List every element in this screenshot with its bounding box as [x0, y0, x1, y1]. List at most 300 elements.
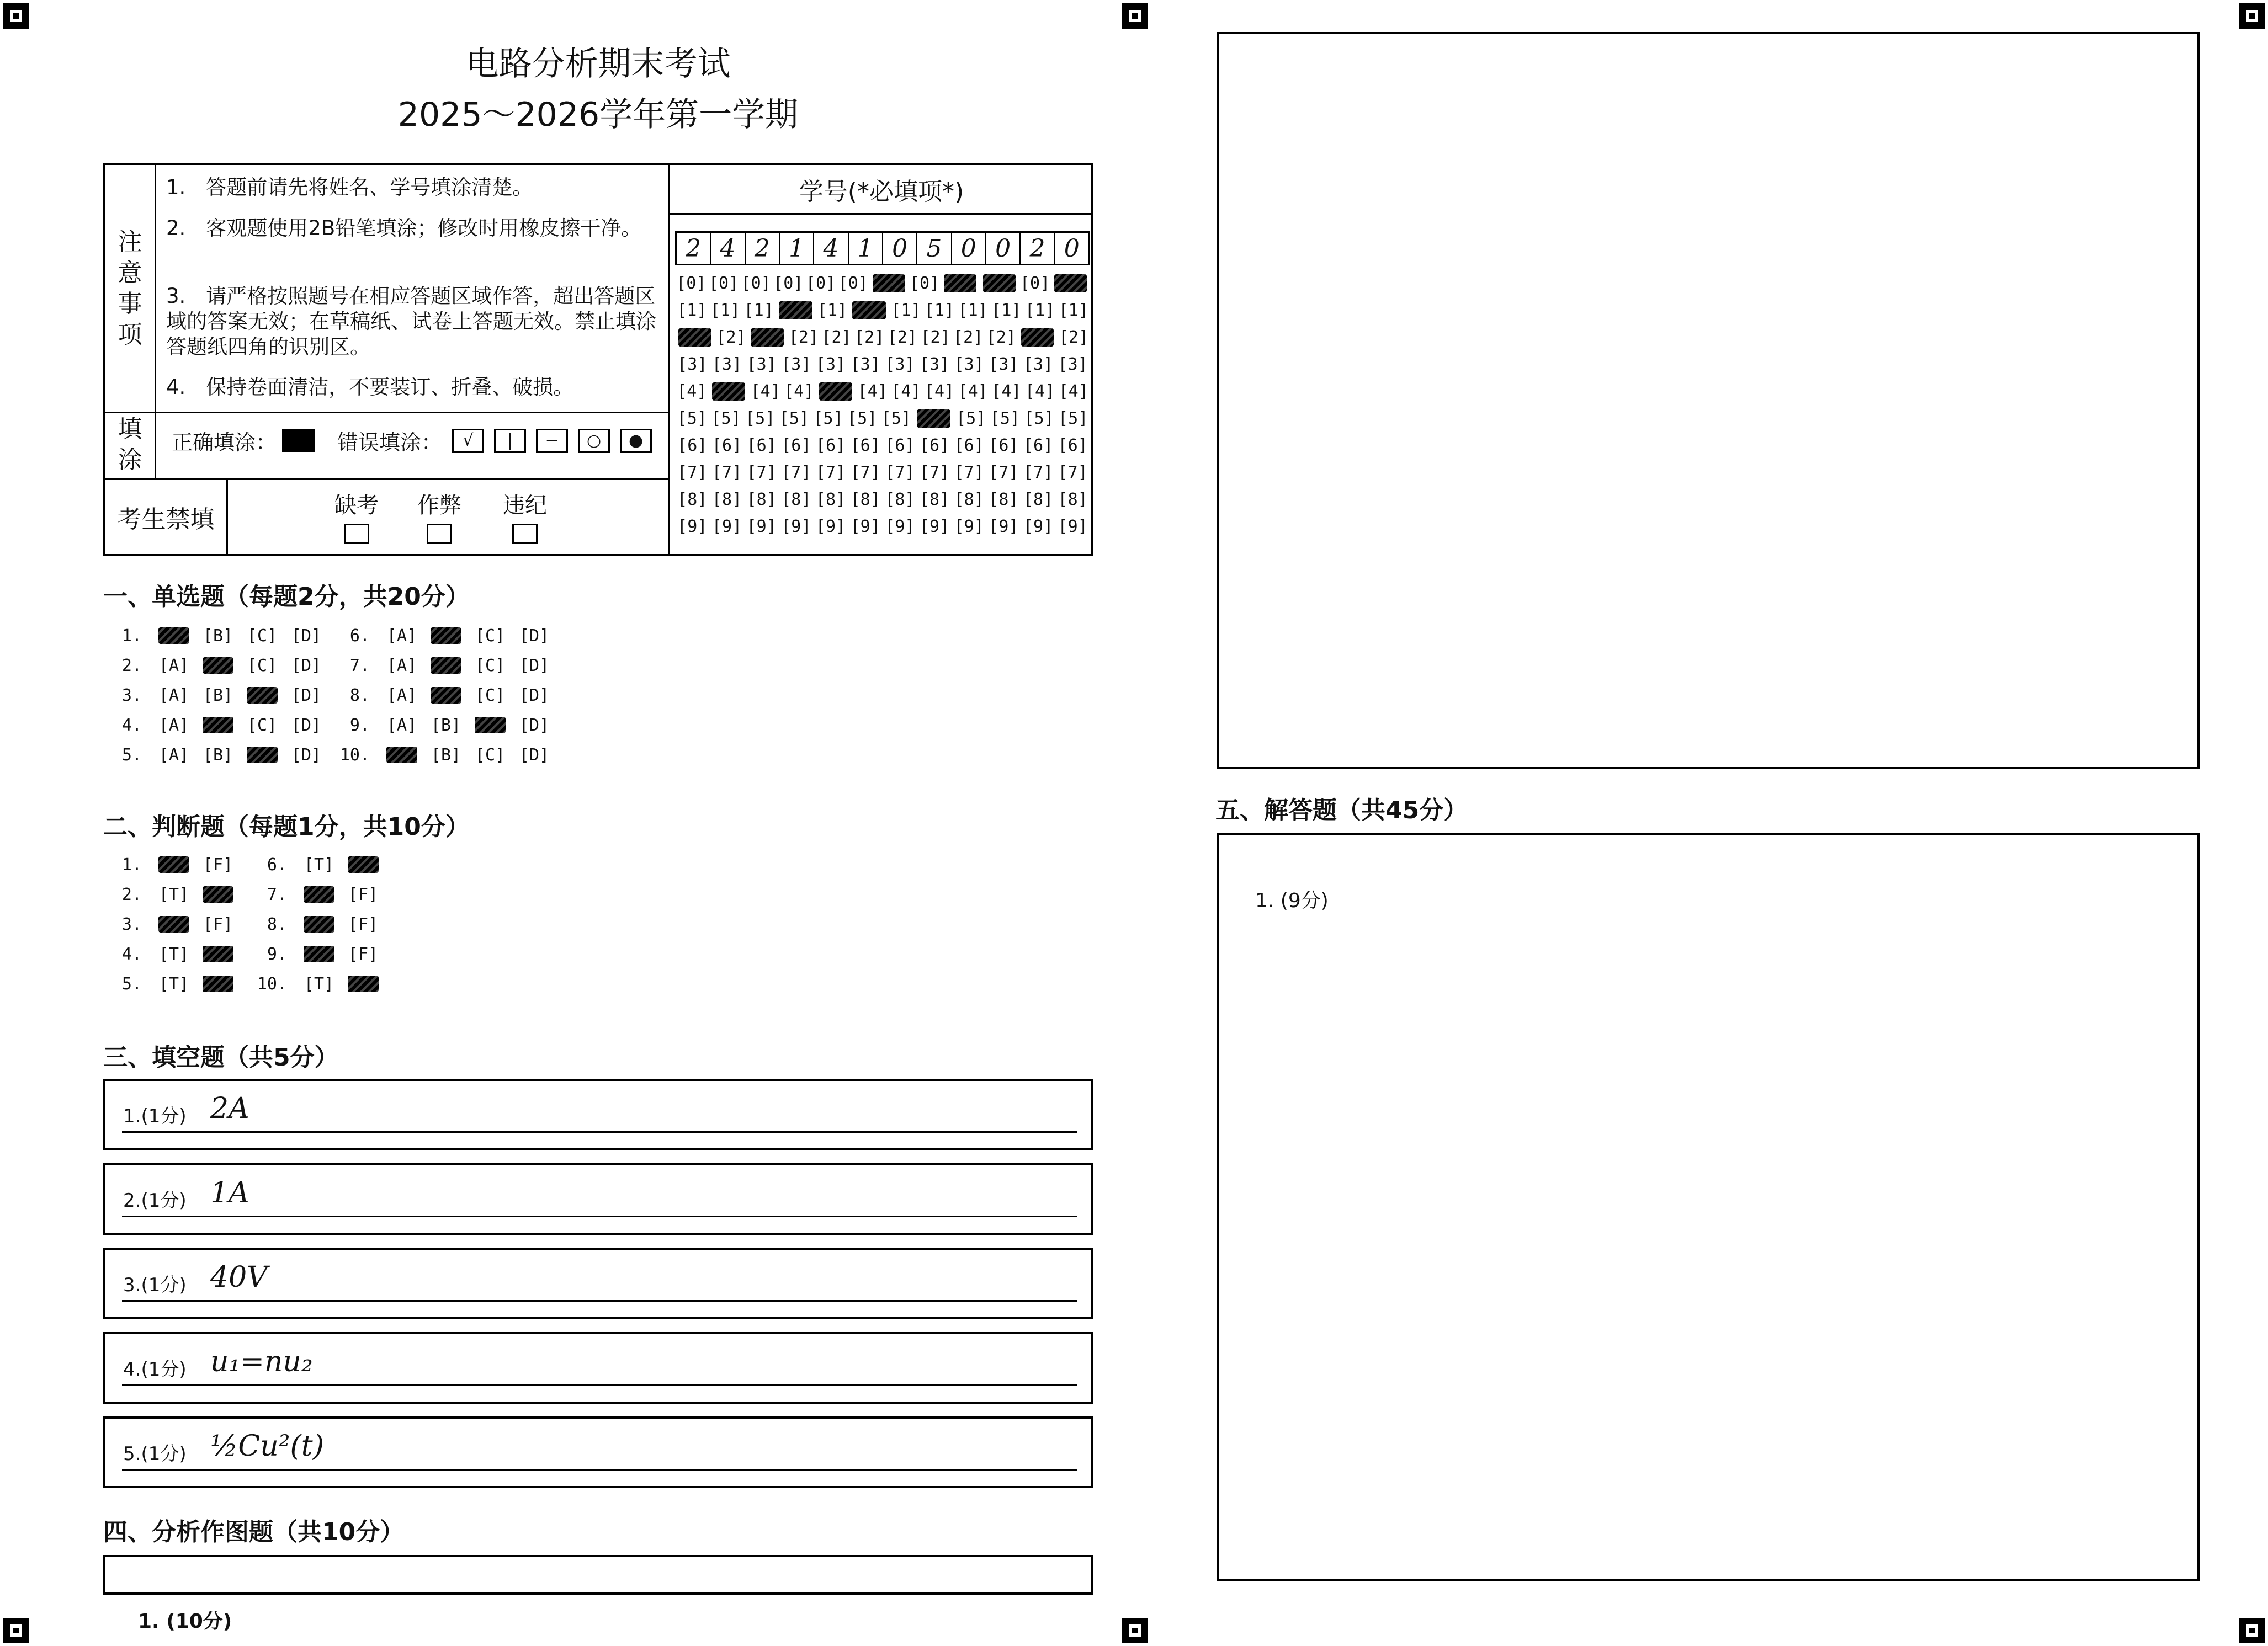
option-bubble[interactable]: [D] — [291, 685, 322, 705]
option-bubble[interactable]: [C] — [475, 626, 506, 646]
id-bubble[interactable] — [712, 382, 746, 401]
id-bubble[interactable]: [5] — [779, 409, 809, 428]
id-bubble[interactable]: [7] — [989, 463, 1019, 482]
id-bubble[interactable]: [6] — [711, 436, 742, 455]
fill-blank-box[interactable] — [103, 1163, 1093, 1235]
option-bubble[interactable]: [B] — [203, 685, 233, 705]
id-bubble[interactable]: [0] — [708, 274, 739, 293]
id-bubble[interactable]: [6] — [954, 436, 984, 455]
blank-label: 4.(1分) — [123, 1359, 187, 1381]
id-bubble[interactable]: [7] — [954, 463, 984, 482]
id-bubble[interactable]: [6] — [781, 436, 811, 455]
corner-marker-icon — [3, 3, 29, 29]
blank-label: 5.(1分) — [123, 1443, 187, 1465]
id-bubble[interactable]: [2] — [788, 328, 819, 347]
question-number: 10. — [339, 745, 370, 765]
id-bubble[interactable]: [8] — [711, 490, 742, 509]
id-bubble[interactable]: [7] — [850, 463, 880, 482]
option-bubble[interactable]: [D] — [291, 656, 322, 675]
student-id-digit[interactable]: 0 — [952, 233, 986, 264]
id-bubble[interactable]: [5] — [745, 409, 776, 428]
option-bubble[interactable]: [C] — [475, 685, 506, 705]
question-row — [331, 740, 556, 770]
ban-item-cheat[interactable]: 作弊 — [406, 488, 472, 544]
option-bubble[interactable] — [386, 747, 417, 763]
question-number: 1. — [121, 855, 142, 875]
bubble-row — [675, 432, 1090, 459]
label-char: 涂 — [118, 446, 142, 474]
student-id-digit[interactable]: 0 — [1064, 234, 1080, 263]
id-bubble[interactable]: [1] — [710, 301, 741, 320]
question-row — [103, 651, 328, 680]
option-bubble[interactable] — [304, 946, 334, 962]
id-bubble[interactable]: [9] — [885, 517, 915, 536]
id-bubble[interactable]: [6] — [815, 436, 846, 455]
id-bubble[interactable]: [7] — [1023, 463, 1054, 482]
id-bubble[interactable]: [3] — [677, 355, 708, 374]
question-row — [248, 939, 385, 969]
question-row — [248, 969, 385, 999]
option-bubble[interactable] — [158, 627, 189, 644]
option-bubble[interactable]: [F] — [348, 914, 379, 934]
id-bubble[interactable]: [9] — [919, 517, 950, 536]
id-bubble[interactable]: [6] — [746, 436, 777, 455]
option-bubble[interactable]: [B] — [203, 626, 233, 646]
id-bubble[interactable]: [2] — [887, 328, 917, 347]
question-row — [248, 909, 385, 939]
option-bubble[interactable] — [158, 856, 189, 873]
option-bubble[interactable]: [B] — [431, 745, 461, 765]
fill-example-row — [172, 425, 652, 456]
checkbox-icon — [344, 524, 369, 544]
analysis-answer-box[interactable] — [103, 1555, 1093, 1595]
student-id-bubble-grid[interactable] — [675, 270, 1090, 540]
student-id-digit[interactable]: 1 — [780, 233, 814, 264]
question-row — [103, 710, 328, 740]
question-number: 5. — [121, 974, 142, 994]
answer-box-top[interactable] — [1217, 32, 2200, 769]
answer-line — [122, 1384, 1077, 1386]
blank-label: 1.(1分) — [123, 1105, 187, 1127]
id-bubble[interactable] — [917, 409, 951, 428]
wrong-fill-icon: − — [536, 429, 568, 453]
bubble-row — [675, 351, 1090, 378]
question-row — [248, 880, 385, 909]
question-number: 6. — [267, 855, 287, 875]
option-bubble[interactable]: [F] — [203, 914, 233, 934]
student-id-digit[interactable]: 4 — [711, 233, 745, 264]
id-bubble[interactable]: [7] — [711, 463, 742, 482]
option-bubble[interactable]: [A] — [386, 685, 417, 705]
solution-answer-box[interactable] — [1217, 833, 2200, 1581]
label-char: 事 — [118, 289, 142, 318]
id-bubble[interactable]: [4] — [1058, 382, 1088, 401]
student-id-digit[interactable]: 2 — [746, 233, 780, 264]
bubble-row — [675, 270, 1090, 297]
id-bubble[interactable]: [1] — [924, 301, 955, 320]
corner-marker-icon — [1122, 3, 1148, 29]
question-row — [103, 680, 328, 710]
question-number: 8. — [267, 914, 287, 934]
question-row — [103, 969, 240, 999]
question-number: 4. — [121, 944, 142, 964]
id-bubble[interactable]: [4] — [891, 382, 921, 401]
option-bubble[interactable]: [T] — [158, 944, 189, 964]
id-bubble[interactable]: [7] — [677, 463, 708, 482]
option-bubble[interactable] — [348, 976, 379, 992]
blank-label: 2.(1分) — [123, 1190, 187, 1212]
id-bubble[interactable]: [8] — [989, 490, 1019, 509]
wrong-fill-icon: | — [494, 429, 526, 453]
id-bubble[interactable]: [5] — [990, 409, 1020, 428]
bubble-row — [675, 459, 1090, 486]
divider — [668, 165, 670, 555]
option-bubble[interactable]: [A] — [158, 745, 189, 765]
id-bubble[interactable]: [9] — [850, 517, 880, 536]
id-bubble[interactable] — [1054, 274, 1087, 292]
wrong-fill-icon: √ — [452, 429, 484, 453]
id-bubble[interactable]: [9] — [954, 517, 984, 536]
option-bubble[interactable]: [C] — [475, 656, 506, 675]
id-bubble[interactable]: [7] — [885, 463, 915, 482]
student-id-digit[interactable]: 2 — [1021, 233, 1055, 264]
student-id-digit[interactable]: 5 — [917, 233, 952, 264]
id-bubble[interactable]: [9] — [781, 517, 811, 536]
id-bubble[interactable]: [1] — [958, 301, 988, 320]
option-bubble[interactable]: [A] — [158, 685, 189, 705]
id-bubble[interactable]: [6] — [919, 436, 950, 455]
question-row — [331, 680, 556, 710]
option-bubble[interactable] — [203, 657, 233, 674]
question-label: 1. (10分) — [138, 1610, 232, 1633]
id-bubble[interactable]: [5] — [881, 409, 911, 428]
id-bubble[interactable]: [0] — [741, 274, 771, 293]
blank-answer[interactable]: ½Cu²(t) — [210, 1430, 324, 1463]
option-bubble[interactable]: [D] — [519, 715, 550, 735]
id-bubble[interactable]: [9] — [1023, 517, 1054, 536]
question-number: 10. — [257, 974, 287, 994]
option-bubble[interactable]: [T] — [158, 885, 189, 904]
student-id-digits[interactable] — [675, 231, 1090, 265]
id-bubble[interactable]: [3] — [815, 355, 846, 374]
question-row — [103, 740, 328, 770]
question-label: 1. (9分) — [1255, 889, 1329, 912]
id-bubble[interactable]: [8] — [1023, 490, 1054, 509]
checkbox-icon — [512, 524, 538, 544]
id-bubble[interactable]: [2] — [953, 328, 984, 347]
id-bubble[interactable] — [779, 301, 812, 319]
id-bubble[interactable]: [7] — [746, 463, 777, 482]
answer-line — [122, 1469, 1077, 1471]
label-char: 项 — [118, 320, 142, 349]
divider — [105, 412, 668, 413]
id-bubble[interactable] — [852, 301, 886, 319]
id-bubble[interactable]: [4] — [1024, 382, 1055, 401]
option-bubble[interactable]: [D] — [291, 745, 322, 765]
id-bubble[interactable]: [9] — [711, 517, 742, 536]
id-bubble[interactable] — [1021, 328, 1054, 347]
option-bubble[interactable]: [B] — [203, 745, 233, 765]
option-bubble[interactable]: [A] — [158, 656, 189, 675]
option-bubble[interactable]: [C] — [475, 745, 506, 765]
blank-answer[interactable]: u₁=nu₂ — [210, 1345, 313, 1378]
option-bubble[interactable]: [D] — [291, 715, 322, 735]
answer-line — [122, 1300, 1077, 1302]
id-bubble[interactable]: [9] — [1058, 517, 1088, 536]
id-bubble[interactable]: [5] — [677, 409, 707, 428]
label-char: 意 — [118, 258, 142, 287]
id-bubble[interactable]: [9] — [989, 517, 1019, 536]
id-bubble[interactable]: [4] — [857, 382, 888, 401]
option-bubble[interactable] — [431, 657, 461, 674]
id-bubble[interactable]: [1] — [1058, 301, 1088, 320]
id-bubble[interactable]: [0] — [676, 274, 707, 293]
id-bubble[interactable]: [5] — [813, 409, 843, 428]
option-bubble[interactable]: [T] — [304, 855, 334, 875]
id-bubble[interactable]: [3] — [711, 355, 742, 374]
blank-answer[interactable]: 1A — [210, 1176, 249, 1210]
question-number: 3. — [121, 685, 142, 705]
option-bubble[interactable]: [C] — [247, 715, 278, 735]
id-bubble[interactable]: [5] — [847, 409, 878, 428]
option-bubble[interactable]: [D] — [519, 656, 550, 675]
option-bubble[interactable]: [F] — [348, 944, 379, 964]
corner-marker-icon — [1122, 1618, 1148, 1643]
id-bubble[interactable]: [5] — [711, 409, 741, 428]
bubble-row — [675, 486, 1090, 513]
id-bubble[interactable]: [6] — [677, 436, 708, 455]
id-bubble[interactable]: [8] — [885, 490, 915, 509]
id-bubble[interactable]: [6] — [1023, 436, 1054, 455]
option-bubble[interactable]: [A] — [386, 626, 417, 646]
id-bubble[interactable]: [5] — [1058, 409, 1088, 428]
option-bubble[interactable]: [D] — [519, 685, 550, 705]
id-bubble[interactable] — [751, 328, 784, 347]
option-bubble[interactable]: [A] — [386, 715, 417, 735]
option-bubble[interactable]: [C] — [247, 656, 278, 675]
id-bubble[interactable] — [983, 274, 1016, 292]
fill-blank-box[interactable] — [103, 1079, 1093, 1150]
fill-blank-box[interactable] — [103, 1248, 1093, 1319]
id-bubble[interactable]: [4] — [924, 382, 955, 401]
id-bubble[interactable]: [4] — [958, 382, 988, 401]
question-number: 2. — [121, 885, 142, 904]
ban-label: 考生禁填 — [105, 478, 228, 556]
fill-blank-box[interactable] — [103, 1332, 1093, 1404]
option-bubble[interactable]: [T] — [158, 974, 189, 994]
bubble-row — [675, 378, 1090, 405]
question-row — [331, 621, 556, 651]
id-bubble[interactable]: [7] — [815, 463, 846, 482]
ban-item-violation[interactable]: 违纪 — [492, 488, 558, 544]
id-bubble[interactable]: [8] — [746, 490, 777, 509]
question-number: 6. — [349, 626, 370, 646]
id-bubble[interactable]: [7] — [781, 463, 811, 482]
blank-answer[interactable]: 40V — [210, 1261, 268, 1294]
id-bubble[interactable]: [7] — [919, 463, 950, 482]
id-bubble[interactable]: [9] — [815, 517, 846, 536]
id-bubble[interactable]: [4] — [991, 382, 1022, 401]
question-row — [331, 651, 556, 680]
id-bubble[interactable]: [6] — [1058, 436, 1088, 455]
id-bubble[interactable]: [8] — [781, 490, 811, 509]
id-bubble[interactable]: [6] — [885, 436, 915, 455]
id-bubble[interactable]: [3] — [781, 355, 811, 374]
option-bubble[interactable] — [431, 627, 461, 644]
option-bubble[interactable]: [F] — [348, 885, 379, 904]
id-bubble[interactable]: [8] — [850, 490, 880, 509]
id-bubble[interactable]: [2] — [1059, 328, 1089, 347]
id-bubble[interactable]: [1] — [1024, 301, 1055, 320]
id-bubble[interactable]: [2] — [920, 328, 950, 347]
id-bubble[interactable]: [4] — [677, 382, 707, 401]
section-title-true-false: 二、判断题（每题1分，共10分） — [103, 813, 470, 841]
option-bubble[interactable]: [D] — [291, 626, 322, 646]
id-bubble[interactable]: [5] — [956, 409, 986, 428]
option-bubble[interactable] — [247, 687, 278, 704]
question-number: 5. — [121, 745, 142, 765]
blank-answer[interactable]: 2A — [210, 1092, 249, 1125]
correct-fill-icon — [282, 429, 315, 452]
id-bubble[interactable] — [678, 328, 711, 347]
question-number: 2. — [121, 656, 142, 675]
id-bubble[interactable]: [3] — [989, 355, 1019, 374]
notice-item: 2. 客观题使用2B铅笔填涂；修改时用橡皮擦干净。 — [166, 216, 642, 240]
question-row — [103, 880, 240, 909]
question-row — [103, 850, 240, 880]
option-bubble[interactable]: [D] — [519, 626, 550, 646]
notice-box — [103, 163, 1093, 556]
id-bubble[interactable]: [6] — [850, 436, 880, 455]
label-char: 填 — [118, 415, 142, 443]
question-number: 9. — [267, 944, 287, 964]
student-id-digit[interactable]: 0 — [883, 233, 917, 264]
option-bubble[interactable] — [304, 886, 334, 903]
id-bubble[interactable]: [3] — [1058, 355, 1088, 374]
id-bubble[interactable] — [819, 382, 853, 401]
option-bubble[interactable] — [158, 916, 189, 933]
answer-line — [122, 1131, 1077, 1133]
question-number: 1. — [121, 626, 142, 646]
option-bubble[interactable] — [247, 747, 278, 763]
question-row — [103, 909, 240, 939]
option-bubble[interactable]: [A] — [386, 656, 417, 675]
id-bubble[interactable]: [5] — [1024, 409, 1054, 428]
corner-marker-icon — [2239, 1618, 2265, 1643]
correct-fill-label: 正确填涂： — [172, 430, 277, 455]
id-bubble[interactable]: [2] — [854, 328, 885, 347]
id-bubble[interactable]: [0] — [805, 274, 836, 293]
student-id-digit[interactable]: 1 — [849, 233, 883, 264]
id-bubble[interactable]: [2] — [986, 328, 1016, 347]
id-bubble[interactable]: [4] — [784, 382, 814, 401]
student-id-digit[interactable]: 4 — [814, 233, 848, 264]
option-bubble[interactable]: [C] — [247, 626, 278, 646]
exam-subtitle: 2025～2026学年第一学期 — [397, 95, 799, 134]
option-bubble[interactable]: [B] — [431, 715, 461, 735]
id-bubble[interactable]: [3] — [954, 355, 984, 374]
id-bubble[interactable]: [8] — [1058, 490, 1088, 509]
question-number: 9. — [349, 715, 370, 735]
notice-item: 4. 保持卷面清洁，不要装订、折叠、破损。 — [166, 375, 574, 399]
option-bubble[interactable] — [431, 687, 461, 704]
id-bubble[interactable]: [0] — [838, 274, 868, 293]
id-bubble[interactable] — [944, 274, 976, 292]
id-bubble[interactable]: [0] — [773, 274, 804, 293]
id-bubble[interactable]: [2] — [716, 328, 746, 347]
corner-marker-icon — [2239, 3, 2265, 29]
id-bubble[interactable]: [8] — [677, 490, 708, 509]
question-number: 4. — [121, 715, 142, 735]
id-bubble[interactable]: [3] — [919, 355, 950, 374]
id-bubble[interactable]: [9] — [746, 517, 777, 536]
id-bubble[interactable]: [2] — [821, 328, 852, 347]
blank-label: 3.(1分) — [123, 1274, 187, 1296]
exam-title: 电路分析期末考试 — [465, 45, 731, 83]
id-bubble[interactable]: [3] — [850, 355, 880, 374]
wrong-fill-label: 错误填涂： — [337, 430, 443, 455]
bubble-row — [675, 513, 1090, 540]
id-bubble[interactable]: [1] — [991, 301, 1022, 320]
option-bubble[interactable] — [475, 717, 506, 733]
notice-item: 3. 请严格按照题号在相应答题区域作答，超出答题区域的答案无效；在草稿纸、试卷上答题无效。禁止填涂答题纸四角的识别区。 — [166, 284, 656, 359]
id-bubble[interactable] — [873, 274, 905, 292]
option-bubble[interactable] — [203, 976, 233, 992]
bubble-row — [675, 405, 1090, 432]
id-bubble[interactable]: [8] — [954, 490, 984, 509]
option-bubble[interactable] — [203, 946, 233, 962]
option-bubble[interactable] — [348, 856, 379, 873]
student-id-digit[interactable]: 2 — [677, 233, 711, 264]
option-bubble[interactable] — [304, 916, 334, 933]
label-char: 注 — [118, 227, 142, 256]
notice-item: 1. 答题前请先将姓名、学号填涂清楚。 — [166, 175, 533, 199]
option-bubble[interactable]: [F] — [203, 855, 233, 875]
question-number: 3. — [121, 914, 142, 934]
id-bubble[interactable]: [8] — [815, 490, 846, 509]
id-bubble[interactable]: [9] — [677, 517, 708, 536]
answer-line — [122, 1216, 1077, 1217]
bubble-row — [675, 324, 1090, 351]
id-bubble[interactable]: [3] — [746, 355, 777, 374]
id-bubble[interactable]: [3] — [885, 355, 915, 374]
id-bubble[interactable]: [4] — [750, 382, 780, 401]
question-row — [331, 710, 556, 740]
id-bubble[interactable]: [1] — [817, 301, 848, 320]
id-bubble[interactable]: [1] — [677, 301, 707, 320]
question-row — [103, 621, 328, 651]
id-bubble[interactable]: [3] — [1023, 355, 1054, 374]
option-bubble[interactable] — [203, 886, 233, 903]
student-id-title: 学号(*必填项*) — [670, 165, 1093, 215]
ban-item-absent[interactable]: 缺考 — [323, 488, 390, 544]
fill-blank-box[interactable] — [103, 1416, 1093, 1488]
checkbox-icon — [427, 524, 452, 544]
option-bubble[interactable]: [T] — [304, 974, 334, 994]
option-bubble[interactable]: [A] — [158, 715, 189, 735]
question-number: 7. — [267, 885, 287, 904]
id-bubble[interactable]: [7] — [1058, 463, 1088, 482]
id-bubble[interactable]: [0] — [1019, 274, 1050, 293]
student-id-digit[interactable]: 0 — [986, 233, 1021, 264]
id-bubble[interactable]: [8] — [919, 490, 950, 509]
id-bubble[interactable]: [1] — [891, 301, 921, 320]
id-bubble[interactable]: [0] — [909, 274, 940, 293]
id-bubble[interactable]: [6] — [989, 436, 1019, 455]
option-bubble[interactable] — [203, 717, 233, 733]
option-bubble[interactable]: [D] — [519, 745, 550, 765]
id-bubble[interactable]: [1] — [743, 301, 774, 320]
